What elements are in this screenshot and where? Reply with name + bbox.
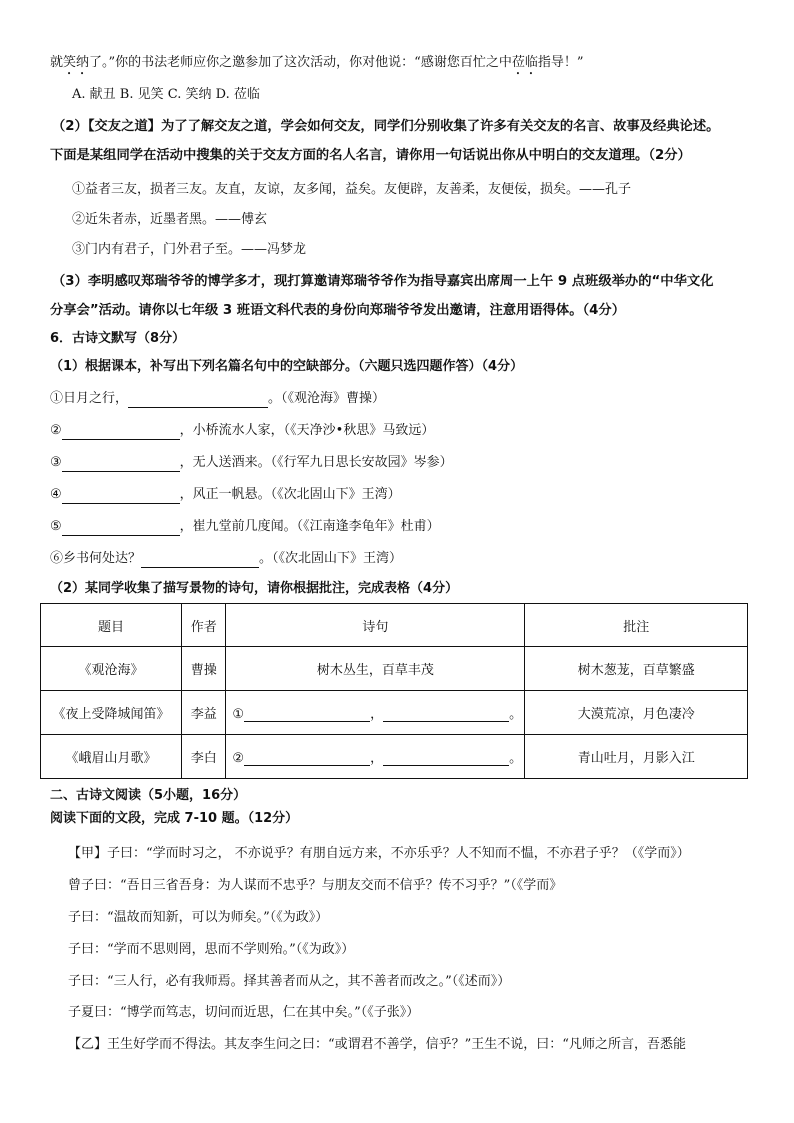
cell-note: 青山吐月，月影入江 — [525, 735, 748, 779]
table-row — [41, 647, 748, 691]
cell-author: 李白 — [181, 735, 225, 779]
answer-blank[interactable] — [383, 708, 509, 722]
fill-item-4: ④ ，风正一帆悬。（《次北固山下》王湾） — [50, 487, 401, 502]
fill-item-2: ② ，小桥流水人家，（《天净沙•秋思》马致远） — [50, 423, 435, 438]
fill-item-6: ⑥乡书何处达？ 。（《次北固山下》王湾） — [50, 551, 403, 566]
table-row — [41, 735, 748, 779]
quote-3: ③门内有君子，门外君子至。——冯梦龙 — [72, 242, 307, 257]
header-author: 作者 — [181, 604, 225, 647]
fill-item-3: ③ ，无人送酒来。（《行军九日思长安故园》岑参） — [50, 455, 453, 470]
cell-title: 《峨眉山月歌》 — [41, 735, 182, 779]
emphasis-word-2: 莅临 — [511, 55, 538, 70]
section-2-heading: 二、古诗文阅读（5小题，16分） — [50, 788, 247, 803]
header-poem: 诗句 — [226, 604, 525, 647]
cell-author: 曹操 — [181, 647, 225, 691]
fill-item-1: ①日月之行， 。（《观沧海》曹操） — [50, 391, 386, 406]
cell-poem: ① ， 。 — [226, 691, 525, 735]
continuation-line: 就笑纳了。”你的书法老师应你之邀参加了这次活动，你对他说：“感谢您百忙之中莅临指导！” — [50, 55, 584, 70]
passage-yi-line: 【乙】王生好学而不得法。其友李生问之曰：“或谓君不善学，信乎？”王生不说，曰：“凡师之所言，吾悉能 — [68, 1037, 686, 1052]
passage-jia-line: 子夏曰：“博学而笃志，切问而近思，仁在其中矣。”（《子张》） — [68, 1005, 420, 1020]
passage-jia-line: 子曰：“学而不思则罔，思而不学则殆。”（《为政》） — [68, 942, 355, 957]
question-2-line-1: （2）【交友之道】为了了解交友之道，学会如何交友，同学们分别收集了许多有关交友的名言、故事及经典论述。 — [52, 119, 720, 134]
passage-jia-line: 子曰：“温故而知新，可以为师矣。”（《为政》） — [68, 910, 329, 925]
answer-blank[interactable] — [383, 752, 509, 766]
question-6-sub-2: （2）某同学收集了描写景物的诗句，请你根据批注，完成表格（4分） — [50, 581, 459, 596]
answer-blank[interactable] — [244, 708, 370, 722]
cell-note: 大漠荒凉，月色凄冷 — [525, 691, 748, 735]
cell-poem: 树木丛生，百草丰茂 — [226, 647, 525, 691]
question-2-line-2: 下面是某组同学在活动中搜集的关于交友方面的名人名言，请你用一句话说出你从中明白的交友道理。（2分） — [50, 148, 691, 163]
cell-title: 《夜上受降城闻笛》 — [41, 691, 182, 735]
fill-item-5: ⑤ ，崔九堂前几度闻。（《江南逢李龟年》杜甫） — [50, 519, 440, 534]
cell-poem: ② ， 。 — [226, 735, 525, 779]
cell-note: 树木葱茏，百草繁盛 — [525, 647, 748, 691]
header-title: 题目 — [41, 604, 182, 647]
answer-options: A. 献丑 B. 见笑 C. 笑纳 D. 莅临 — [72, 87, 260, 102]
passage-jia-line: 曾子曰：“吾日三省吾身：为人谋而不忠乎？与朋友交而不信乎？传不习乎？”（《学而》 — [68, 878, 563, 893]
question-6-heading: 6．古诗文默写（8分） — [50, 331, 186, 346]
cell-title: 《观沧海》 — [41, 647, 182, 691]
answer-blank[interactable] — [128, 393, 268, 408]
section-2-intro: 阅读下面的文段，完成 7-10 题。（12分） — [50, 811, 299, 826]
cell-author: 李益 — [181, 691, 225, 735]
answer-blank[interactable] — [244, 752, 370, 766]
emphasis-word-1: 笑纳 — [63, 55, 90, 70]
table-header-row — [41, 604, 748, 647]
question-3-line-2: 分享会”活动。请你以七年级 3 班语文科代表的身份向郑瑞爷爷发出邀请，注意用语得体。（4分） — [50, 303, 626, 318]
quote-2: ②近朱者赤，近墨者黑。——傅玄 — [72, 212, 268, 227]
poem-table — [40, 603, 748, 779]
table-row — [41, 691, 748, 735]
answer-blank[interactable] — [141, 553, 259, 568]
passage-jia-line: 【甲】子曰：“学而时习之， 不亦说乎？有朋自远方来，不亦乐乎？人不知而不愠，不亦君子乎？（《学而》） — [68, 846, 690, 861]
answer-blank[interactable] — [62, 457, 180, 472]
question-6-sub-1: （1）根据课本，补写出下列名篇名句中的空缺部分。（六题只选四题作答）（4分） — [50, 359, 524, 374]
answer-blank[interactable] — [62, 425, 180, 440]
answer-blank[interactable] — [62, 521, 180, 536]
question-3-line-1: （3）李明感叹郑瑞爷爷的博学多才，现打算邀请郑瑞爷爷作为指导嘉宾出席周一上午 9 点班级举办的“中华文化 — [52, 274, 714, 289]
quote-1: ①益者三友，损者三友。友直，友谅，友多闻，益矣。友便辟，友善柔，友便佞，损矣。——孔子 — [72, 182, 632, 197]
answer-blank[interactable] — [62, 489, 180, 504]
header-note: 批注 — [525, 604, 748, 647]
passage-jia-line: 子曰：“三人行，必有我师焉。择其善者而从之，其不善者而改之。”（《述而》） — [68, 974, 511, 989]
